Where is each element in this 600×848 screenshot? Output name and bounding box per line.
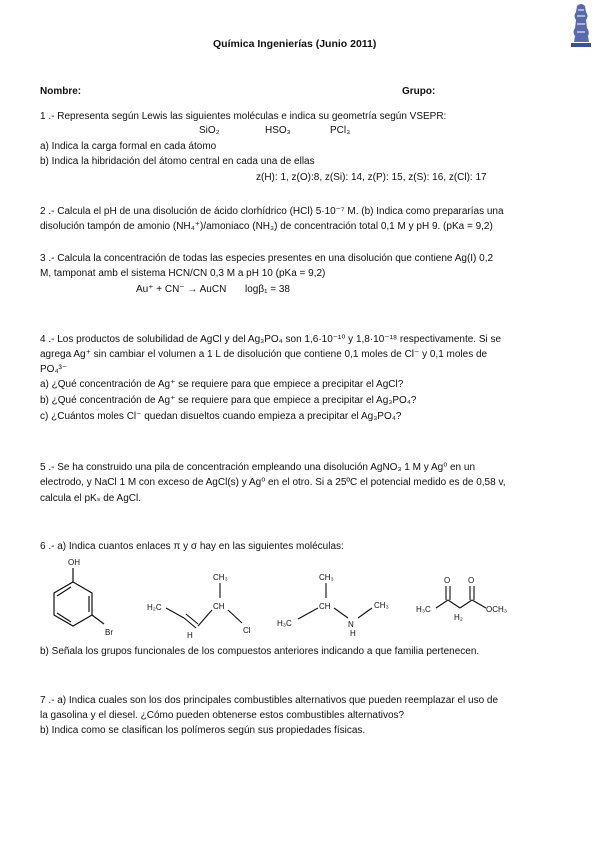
label-ch-b: CH [319,602,331,611]
q2-line2: disolución tampón de amonio (NH₄⁺)/amoniaco (NH₃) de concentración total 0,1 M y pH 9. (pKa = 9,2) [40,221,493,232]
label-ch-a: CH [213,602,225,611]
q5-line3: calcula el pKₛ de AgCl. [40,493,142,504]
molecule-ketoester [436,586,486,608]
page-title: Química Ingenierías (Junio 2011) [213,38,377,50]
group-label: Grupo: [402,86,436,97]
q4-c: c) ¿Cuántos moles Cl⁻ quedan disueltos cuando empieza a precipitar el Ag₃PO₄? [40,411,402,422]
q1-text: 1 .- Representa según Lewis las siguientes moléculas e indica su geometría según VSEPR: [40,111,447,122]
q3-reaction: Au⁺ + CN⁻ → AuCN [136,284,227,295]
q1-molecule-3: PCl₃ [330,125,351,136]
q3-line2: M, tamponat amb el sistema HCN/CN 0,3 M a pH 10 (pKa = 9,2) [40,268,326,279]
label-o-a: O [444,576,451,585]
label-h2: H₂ [454,613,463,622]
q4-line3: PO₄³⁻ [40,364,68,375]
q2-line1: 2 .- Calcula el pH de una disolución de ácido clorhídrico (HCl) 5·10⁻⁷ M. (b) Indica como prepararías una [40,206,504,217]
molecule-bromophenol [54,568,104,626]
label-br: Br [105,628,113,637]
label-h2c: H₂C [147,603,162,612]
q5-line2: electrodo, y NaCl 1 M con exceso de AgCl(s) y Ag⁰ en el otro. Si a 25ºC el potencial medido es de 0,58 v, [40,477,506,488]
q1-z-values: z(H): 1, z(O):8, z(Si): 14, z(P): 15, z(S): 16, z(Cl): 17 [256,172,487,183]
molecule-amine [298,583,372,619]
label-cl: Cl [243,626,251,635]
q1-a: a) Indica la carga formal en cada átomo [40,141,217,152]
name-label: Nombre: [40,86,82,97]
label-h-b: H [350,629,356,638]
q4-line1: 4 .- Los productos de solubilidad de AgCl y del Ag₃PO₄ son 1,6·10⁻¹⁰ y 1,8·10⁻¹⁸ respectivamente. Si se [40,334,502,345]
label-ch3-a: CH₃ [213,573,228,582]
q1-molecule-2: HSO₃ [265,125,291,136]
label-o-b: O [468,576,475,585]
label-och3: OCH₃ [486,605,508,614]
q7-line2: la gasolina y el diesel. ¿Cómo pueden obtenerse estos combustibles alternativos? [40,710,405,721]
molecule-chlorobutene [166,583,242,628]
label-ch3-b: CH₃ [319,573,334,582]
q3-line1: 3 .- Calcula la concentración de todas las especies presentes en una disolución que contiene Ag(I) 0,2 [40,253,494,264]
label-h-a: H [187,631,193,640]
q4-a: a) ¿Qué concentración de Ag⁺ se requiere para que empiece a precipitar el AgCl? [40,379,404,390]
q6-a: 6 .- a) Indica cuantos enlaces π y σ hay en las siguientes moléculas: [40,541,344,552]
q5-line1: 5 .- Se ha construido una pila de concentración empleando una disolución AgNO₃ 1 M y Ag⁰ en un [40,462,476,473]
label-n: N [348,620,354,629]
q1-b: b) Indica la hibridación del átomo central en cada una de ellas [40,156,315,167]
label-ch3-c: CH₃ [374,601,389,610]
q7-line1: 7 .- a) Indica cuales son los dos principales combustibles alternativos que pueden reemplazar el uso de [40,695,499,706]
q4-b: b) ¿Qué concentración de Ag⁺ se requiere para que empiece a precipitar el Ag₃PO₄? [40,395,417,406]
label-h3c-a: H₃C [277,619,292,628]
label-h3c-b: H₃C [416,605,431,614]
q7-line3: b) Indica como se clasifican los polímeros según sus propiedades físicas. [40,725,366,736]
university-logo [568,2,594,50]
q1-molecule-1: SiO₂ [199,125,220,136]
q6-b: b) Señala los grupos funcionales de los compuestos anteriores indicando a que familia pertenecen. [40,646,480,657]
q4-line2: agrega Ag⁺ sin cambiar el volumen a 1 L de disolución que contiene 0,1 moles de Cl⁻ y 0,1 moles de [40,349,488,360]
molecule-structures [40,556,560,646]
q3-logb: logβ₁ = 38 [245,284,290,295]
label-oh: OH [68,558,80,567]
